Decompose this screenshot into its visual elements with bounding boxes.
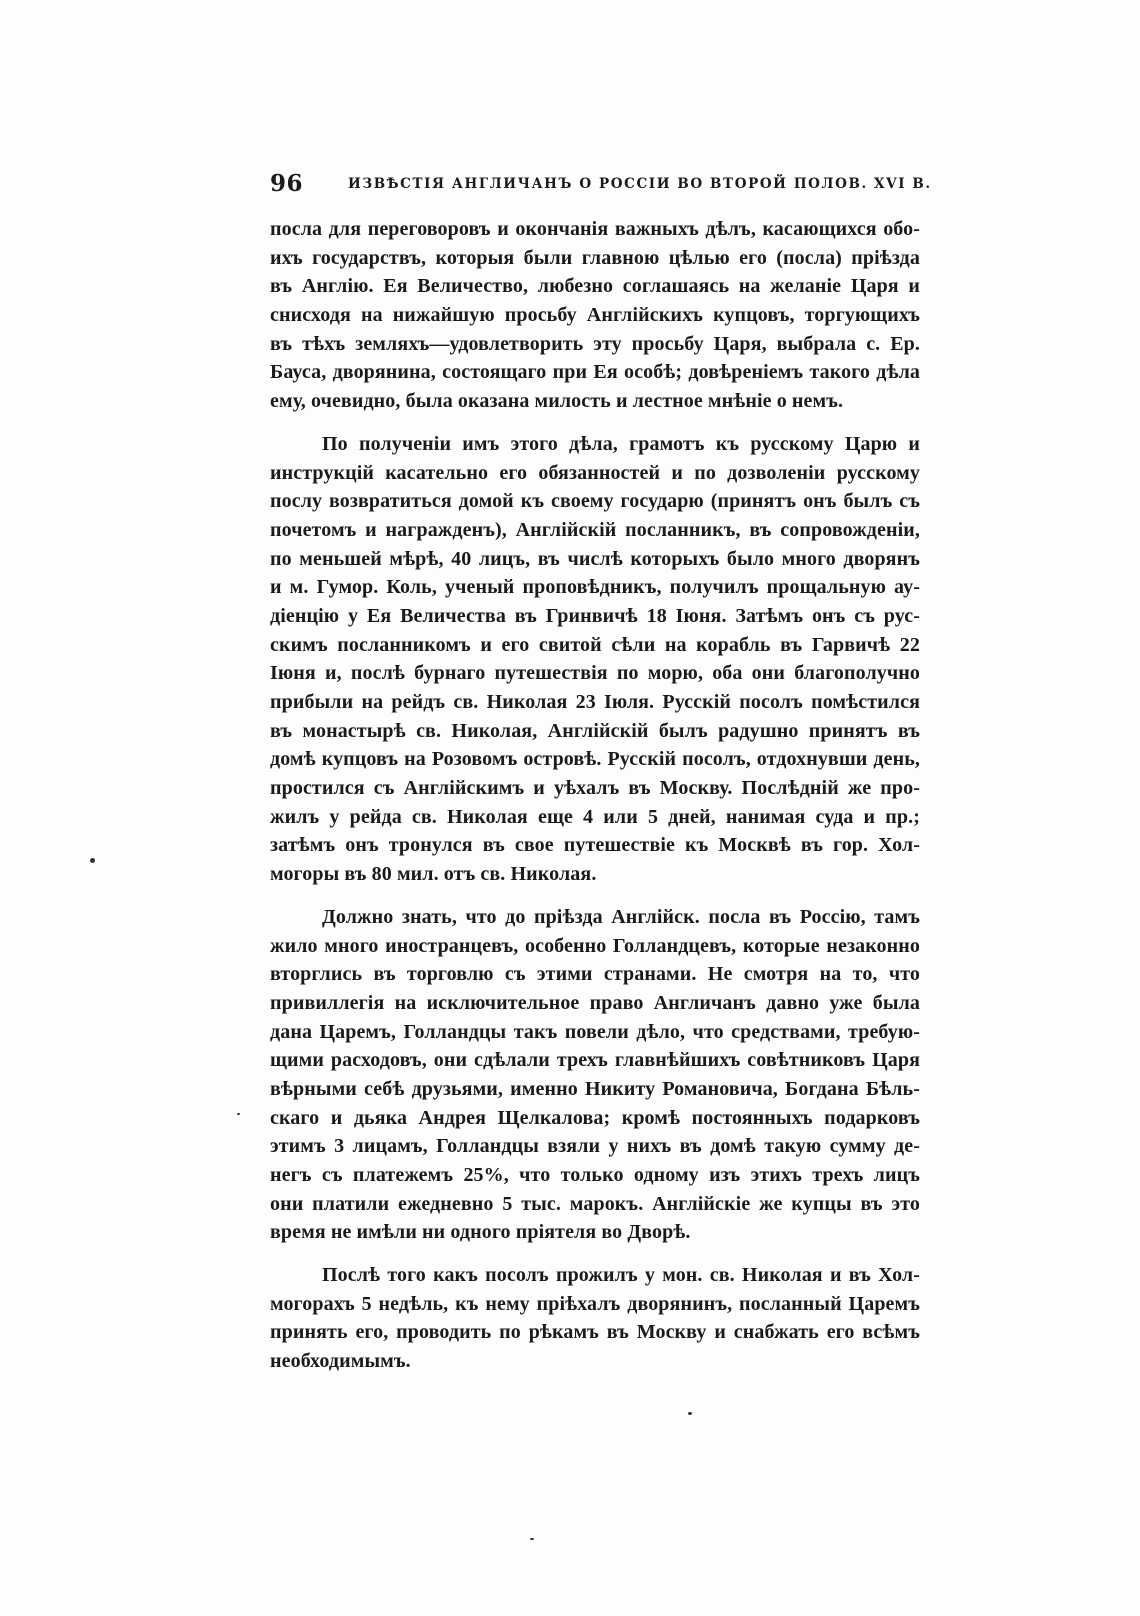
text-line: этимъ 3 лицамъ, Голландцы взяли у нихъ въ домѣ такую сумму де- [270,1135,920,1158]
text-line: посла для переговоровъ и окончанія важныхъ дѣлъ, касающихся обо- [270,218,920,240]
body-text [270,215,920,1376]
text-line: жило много иностранцевъ, особенно Голландцевъ, которые незаконно [270,934,920,957]
page-header [270,170,932,200]
text-line: въ тѣхъ земляхъ—удовлетворить эту просьбу Царя, выбрала с. Ер. [270,332,920,355]
text-line: щими расходовъ, они сдѣлали трехъ главнѣйшихъ совѣтниковъ Царя [270,1049,920,1072]
text-line: привиллегія на исключительное право Англичанъ давно уже была [270,991,920,1014]
text-line: прибыли на рейдъ св. Николая 23 Іюля. Русскій посолъ помѣстился [270,691,920,713]
scan-speck [90,858,95,863]
text-line: Послѣ того какъ посолъ прожилъ у мон. св. Николая и въ Хол- [322,1264,920,1287]
text-line: діенцію у Ея Величества въ Гринвичѣ 18 Іюня. Затѣмъ онъ съ рус- [270,604,920,627]
page-number: 96 [270,170,304,197]
text-line: Іюня и, послѣ бурнаго путешествія по морю, оба они благополучно [270,662,920,685]
text-line: скимъ посланникомъ и его свитой сѣли на корабль въ Гарвичѣ 22 [270,633,920,656]
text-line: ихъ государствъ, которыя были главною цѣлью его (посла) пріѣзда [270,246,920,269]
text-line: принять его, проводить по рѣкамъ въ Москву и снабжать его всѣмъ [270,1321,920,1344]
text-line: по меньшей мѣрѣ, 40 лицъ, въ числѣ которыхъ было много дворянъ [270,547,920,570]
paragraph-gap [270,1247,920,1261]
text-line: ему, очевидно, была оказана милость и лестное мнѣніе о немъ. [270,390,844,413]
paragraph [270,903,920,1247]
paragraph-gap [270,416,920,430]
text-line: скаго и дьяка Андрея Щелкалова; кромѣ постоянныхъ подарковъ [270,1106,920,1129]
text-line: они платили ежедневно 5 тыс. марокъ. Англійскіе же купцы въ это [270,1192,920,1215]
text-line: почетомъ и награжденъ), Англійскій посланникъ, въ сопровожденіи, [270,518,920,541]
text-line: затѣмъ онъ тронулся въ свое путешествіе къ Москвѣ въ гор. Хол- [270,834,920,857]
paragraph-gap [270,889,920,903]
text-line: дана Царемъ, Голландцы такъ повели дѣло, что средствами, требую- [270,1020,920,1043]
text-line: Бауса, дворянина, состоящаго при Ея особѣ; довѣреніемъ такого дѣла [270,361,920,384]
text-line: инструкцій касательно его обязанностей и по дозволеніи русскому [270,461,920,484]
text-line: снисходя на нижайшую просьбу Англійскихъ купцовъ, торгующихъ [270,304,920,327]
paragraph [270,430,920,889]
running-title: ИЗВѢСТІЯ АНГЛИЧАНЪ О РОССІИ ВО ВТОРОЙ ПОЛОВ. XVI В. [348,176,932,192]
text-line: вторглись въ торговлю съ этими странами. Не смотря на то, что [270,963,920,986]
text-line: въ монастырѣ св. Николая, Англійскій былъ радушно принятъ въ [270,719,920,742]
text-line: Должно знать, что до пріѣзда Англійск. посла въ Россію, тамъ [322,905,920,928]
paragraph [270,1261,920,1376]
text-line: По полученіи имъ этого дѣла, грамотъ къ русскому Царю и [322,432,920,455]
text-line: негъ съ платежемъ 25%, что только одному изъ этихъ трехъ лицъ [270,1164,920,1186]
text-line: въ Англію. Ея Величество, любезно соглашаясь на желаніе Царя и [270,275,920,298]
text-line: могорахъ 5 недѣль, къ нему пріѣхалъ дворянинъ, посланный Царемъ [270,1292,920,1315]
text-line: жилъ у рейда св. Николая еще 4 или 5 дней, нанимая суда и пр.; [270,805,920,828]
text-line: послу возвратиться домой къ своему государю (принятъ онъ былъ съ [270,490,920,513]
text-line: домѣ купцовъ на Розовомъ островѣ. Русскій посолъ, отдохнувши день, [270,748,920,771]
scan-speck [237,1113,240,1115]
text-line: вѣрными себѣ друзьями, именно Никиту Романовича, Богдана Бѣль- [270,1077,920,1100]
text-line: необходимымъ. [270,1350,411,1373]
scan-speck [530,1538,534,1540]
text-line: могоры въ 80 мил. отъ св. Николая. [270,863,597,886]
text-line: простился съ Англійскимъ и уѣхалъ въ Москву. Послѣдній же про- [270,777,920,800]
paragraph [270,215,920,416]
text-line: и м. Гумор. Коль, ученый проповѣдникъ, получилъ прощальную ау- [270,576,920,599]
text-line: время не имѣли ни одного пріятеля во Дворѣ. [270,1221,691,1244]
scan-speck [688,1412,692,1415]
